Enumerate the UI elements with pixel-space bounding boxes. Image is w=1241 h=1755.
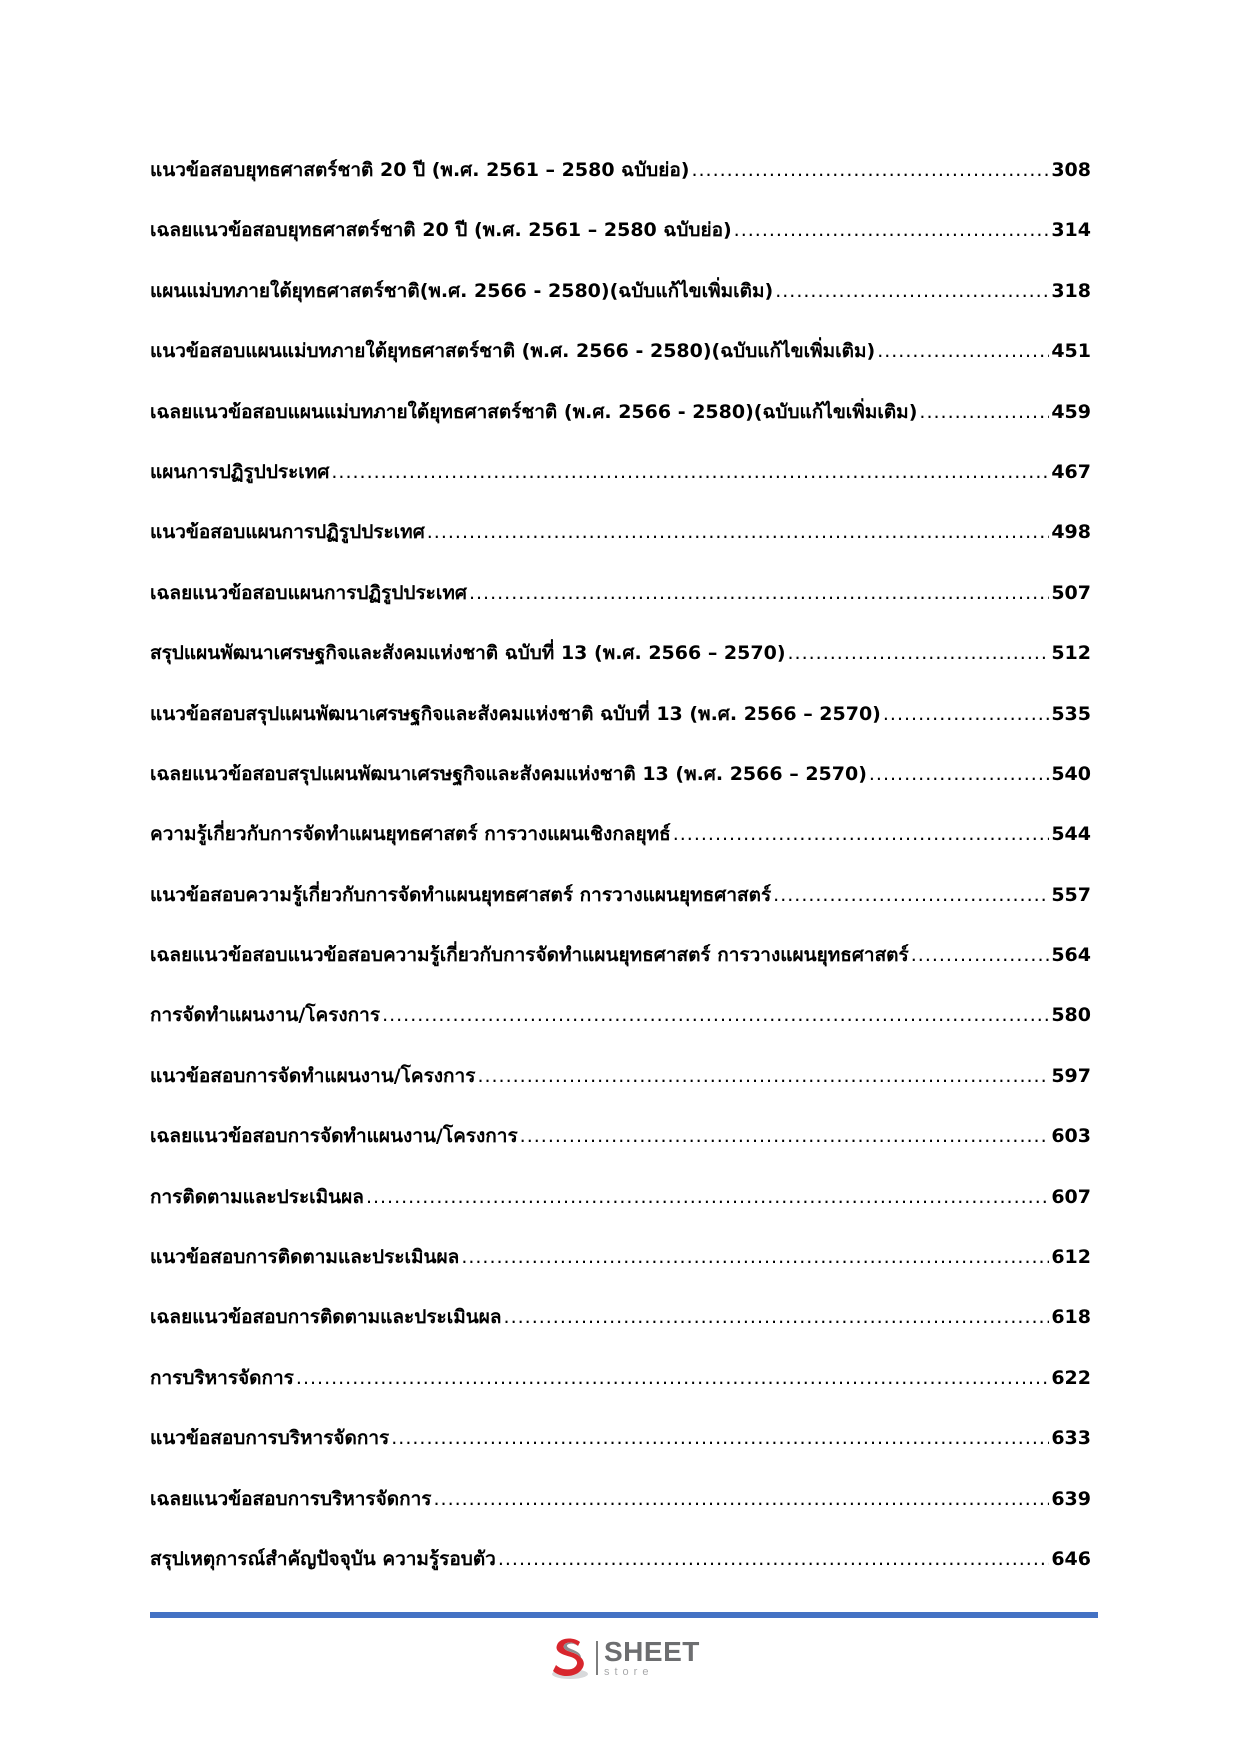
toc-entry xyxy=(150,1121,1091,1181)
toc-entry-title: แนวข้อสอบการติดตามและประเมินผล xyxy=(150,1246,460,1269)
toc-entry-title: สรุปแผนพัฒนาเศรษฐกิจและสังคมแห่งชาติ ฉบับที่ 13 (พ.ศ. 2566 – 2570) xyxy=(150,642,786,665)
toc-entry-page-number: 540 xyxy=(1051,762,1091,785)
toc-dot-leader xyxy=(498,1548,1049,1570)
toc-entry xyxy=(150,397,1091,457)
toc-entry xyxy=(150,880,1091,940)
toc-dot-leader xyxy=(504,1306,1050,1328)
toc-entry-page-number: 308 xyxy=(1051,159,1091,181)
toc-entry xyxy=(150,1302,1091,1362)
toc-entry-title: แนวข้อสอบการจัดทำแผนงาน/โครงการ xyxy=(150,1064,476,1087)
toc-entry xyxy=(150,819,1091,879)
toc-entry xyxy=(150,1363,1091,1423)
toc-dot-leader xyxy=(427,521,1050,543)
toc-entry-title: แนวข้อสอบแผนแม่บทภายใต้ยุทธศาสตร์ชาติ (พ.ศ. 2566 - 2580)(ฉบับแก้ไขเพิ่มเติม) xyxy=(150,340,876,363)
toc-entry-page-number: 535 xyxy=(1051,702,1091,725)
toc-entry-page-number: 607 xyxy=(1051,1185,1091,1208)
toc-entry-page-number: 451 xyxy=(1051,340,1091,363)
toc-dot-leader xyxy=(691,159,1049,181)
toc-entry xyxy=(150,578,1091,638)
toc-dot-leader xyxy=(877,340,1049,362)
toc-entry xyxy=(150,1182,1091,1242)
toc-entry-title: เฉลยแนวข้อสอบยุทธศาสตร์ชาติ 20 ปี (พ.ศ. 2561 – 2580 ฉบับย่อ) xyxy=(150,219,732,242)
toc-entry-title: เฉลยแนวข้อสอบการจัดทำแผนงาน/โครงการ xyxy=(150,1125,518,1148)
logo-divider xyxy=(596,1641,598,1675)
toc-entry xyxy=(150,215,1091,275)
toc-entry-title: แนวข้อสอบยุทธศาสตร์ชาติ 20 ปี (พ.ศ. 2561 – 2580 ฉบับย่อ) xyxy=(150,159,690,181)
toc-entry-title: การบริหารจัดการ xyxy=(150,1366,294,1389)
toc-entry-title: แผนแม่บทภายใต้ยุทธศาสตร์ชาติ(พ.ศ. 2566 - 2580)(ฉบับแก้ไขเพิ่มเติม) xyxy=(150,279,774,302)
toc-dot-leader xyxy=(919,401,1049,423)
toc-entry-title: เฉลยแนวข้อสอบการบริหารจัดการ xyxy=(150,1487,432,1510)
toc-entry xyxy=(150,1000,1091,1060)
toc-entry xyxy=(150,517,1091,577)
toc-entry-title: การจัดทำแผนงาน/โครงการ xyxy=(150,1004,381,1027)
logo-subtitle: store xyxy=(604,1666,654,1678)
logo-text xyxy=(604,1638,700,1678)
toc-entry xyxy=(150,1242,1091,1302)
toc-dot-leader xyxy=(773,884,1049,906)
toc-entry-page-number: 544 xyxy=(1051,823,1091,846)
toc-entry-page-number: 564 xyxy=(1051,944,1091,967)
toc-dot-leader xyxy=(673,823,1050,845)
toc-dot-leader xyxy=(734,219,1050,241)
toc-dot-leader xyxy=(869,763,1049,785)
toc-entry-page-number: 318 xyxy=(1051,279,1091,302)
toc-entry xyxy=(150,276,1091,336)
toc-entry-page-number: 507 xyxy=(1051,581,1091,604)
toc-entry-page-number: 467 xyxy=(1051,460,1091,483)
toc-dot-leader xyxy=(520,1125,1050,1147)
toc-entry-title: การติดตามและประเมินผล xyxy=(150,1185,364,1208)
table-of-contents xyxy=(150,155,1091,1604)
sheet-store-logo xyxy=(548,1632,700,1684)
toc-entry-title: แผนการปฏิรูปประเทศ xyxy=(150,460,330,483)
toc-entry-title: แนวข้อสอบสรุปแผนพัฒนาเศรษฐกิจและสังคมแห่งชาติ ฉบับที่ 13 (พ.ศ. 2566 – 2570) xyxy=(150,702,881,725)
toc-entry-page-number: 633 xyxy=(1051,1427,1091,1450)
toc-entry-title: เฉลยแนวข้อสอบแนวข้อสอบความรู้เกี่ยวกับการจัดทำแผนยุทธศาสตร์ การวางแผนยุทธศาสตร์ xyxy=(150,944,909,967)
toc-entry-title: เฉลยแนวข้อสอบแผนแม่บทภายใต้ยุทธศาสตร์ชาติ (พ.ศ. 2566 - 2580)(ฉบับแก้ไขเพิ่มเติม) xyxy=(150,400,918,423)
toc-entry xyxy=(150,1544,1091,1604)
toc-entry xyxy=(150,336,1091,396)
toc-entry-page-number: 314 xyxy=(1051,219,1091,242)
toc-entry-page-number: 557 xyxy=(1051,883,1091,906)
toc-entry-page-number: 618 xyxy=(1051,1306,1091,1329)
toc-entry-page-number: 512 xyxy=(1051,642,1091,665)
toc-entry-page-number: 580 xyxy=(1051,1004,1091,1027)
toc-dot-leader xyxy=(477,1065,1049,1087)
toc-entry-page-number: 622 xyxy=(1051,1366,1091,1389)
toc-entry-page-number: 459 xyxy=(1051,400,1091,423)
toc-entry xyxy=(150,1423,1091,1483)
toc-entry-page-number: 603 xyxy=(1051,1125,1091,1148)
toc-dot-leader xyxy=(911,944,1050,966)
footer-divider xyxy=(150,1612,1098,1618)
toc-dot-leader xyxy=(382,1004,1049,1026)
toc-dot-leader xyxy=(296,1367,1049,1389)
toc-entry-title: ความรู้เกี่ยวกับการจัดทำแผนยุทธศาสตร์ การวางแผนเชิงกลยุทธ์ xyxy=(150,823,671,846)
toc-entry xyxy=(150,1484,1091,1544)
toc-entry-title: แนวข้อสอบการบริหารจัดการ xyxy=(150,1427,390,1450)
toc-entry xyxy=(150,638,1091,698)
toc-dot-leader xyxy=(433,1488,1049,1510)
toc-entry xyxy=(150,457,1091,517)
toc-entry-title: เฉลยแนวข้อสอบสรุปแผนพัฒนาเศรษฐกิจและสังคมแห่งชาติ 13 (พ.ศ. 2566 – 2570) xyxy=(150,762,867,785)
toc-entry-page-number: 639 xyxy=(1051,1487,1091,1510)
toc-dot-leader xyxy=(461,1246,1049,1268)
toc-entry-title: แนวข้อสอบแผนการปฏิรูปประเทศ xyxy=(150,521,425,544)
toc-entry xyxy=(150,1061,1091,1121)
toc-dot-leader xyxy=(775,280,1049,302)
toc-entry xyxy=(150,155,1091,215)
toc-entry-title: สรุปเหตุการณ์สำคัญปัจจุบัน ความรู้รอบตัว xyxy=(150,1547,496,1570)
toc-entry-title: เฉลยแนวข้อสอบการติดตามและประเมินผล xyxy=(150,1306,502,1329)
toc-entry xyxy=(150,759,1091,819)
toc-entry xyxy=(150,699,1091,759)
sheet-store-logo-icon xyxy=(548,1634,592,1682)
toc-dot-leader xyxy=(883,703,1049,725)
toc-entry-title: แนวข้อสอบความรู้เกี่ยวกับการจัดทำแผนยุทธศาสตร์ การวางแผนยุทธศาสตร์ xyxy=(150,883,772,906)
toc-dot-leader xyxy=(366,1186,1049,1208)
toc-entry xyxy=(150,940,1091,1000)
logo-word: SHEET xyxy=(604,1636,700,1667)
toc-dot-leader xyxy=(788,642,1050,664)
toc-entry-title: เฉลยแนวข้อสอบแผนการปฏิรูปประเทศ xyxy=(150,581,467,604)
toc-entry-page-number: 498 xyxy=(1051,521,1091,544)
toc-entry-page-number: 646 xyxy=(1051,1547,1091,1570)
toc-dot-leader xyxy=(331,461,1049,483)
toc-entry-page-number: 612 xyxy=(1051,1246,1091,1269)
toc-entry-page-number: 597 xyxy=(1051,1064,1091,1087)
toc-dot-leader xyxy=(391,1427,1049,1449)
toc-dot-leader xyxy=(469,582,1049,604)
